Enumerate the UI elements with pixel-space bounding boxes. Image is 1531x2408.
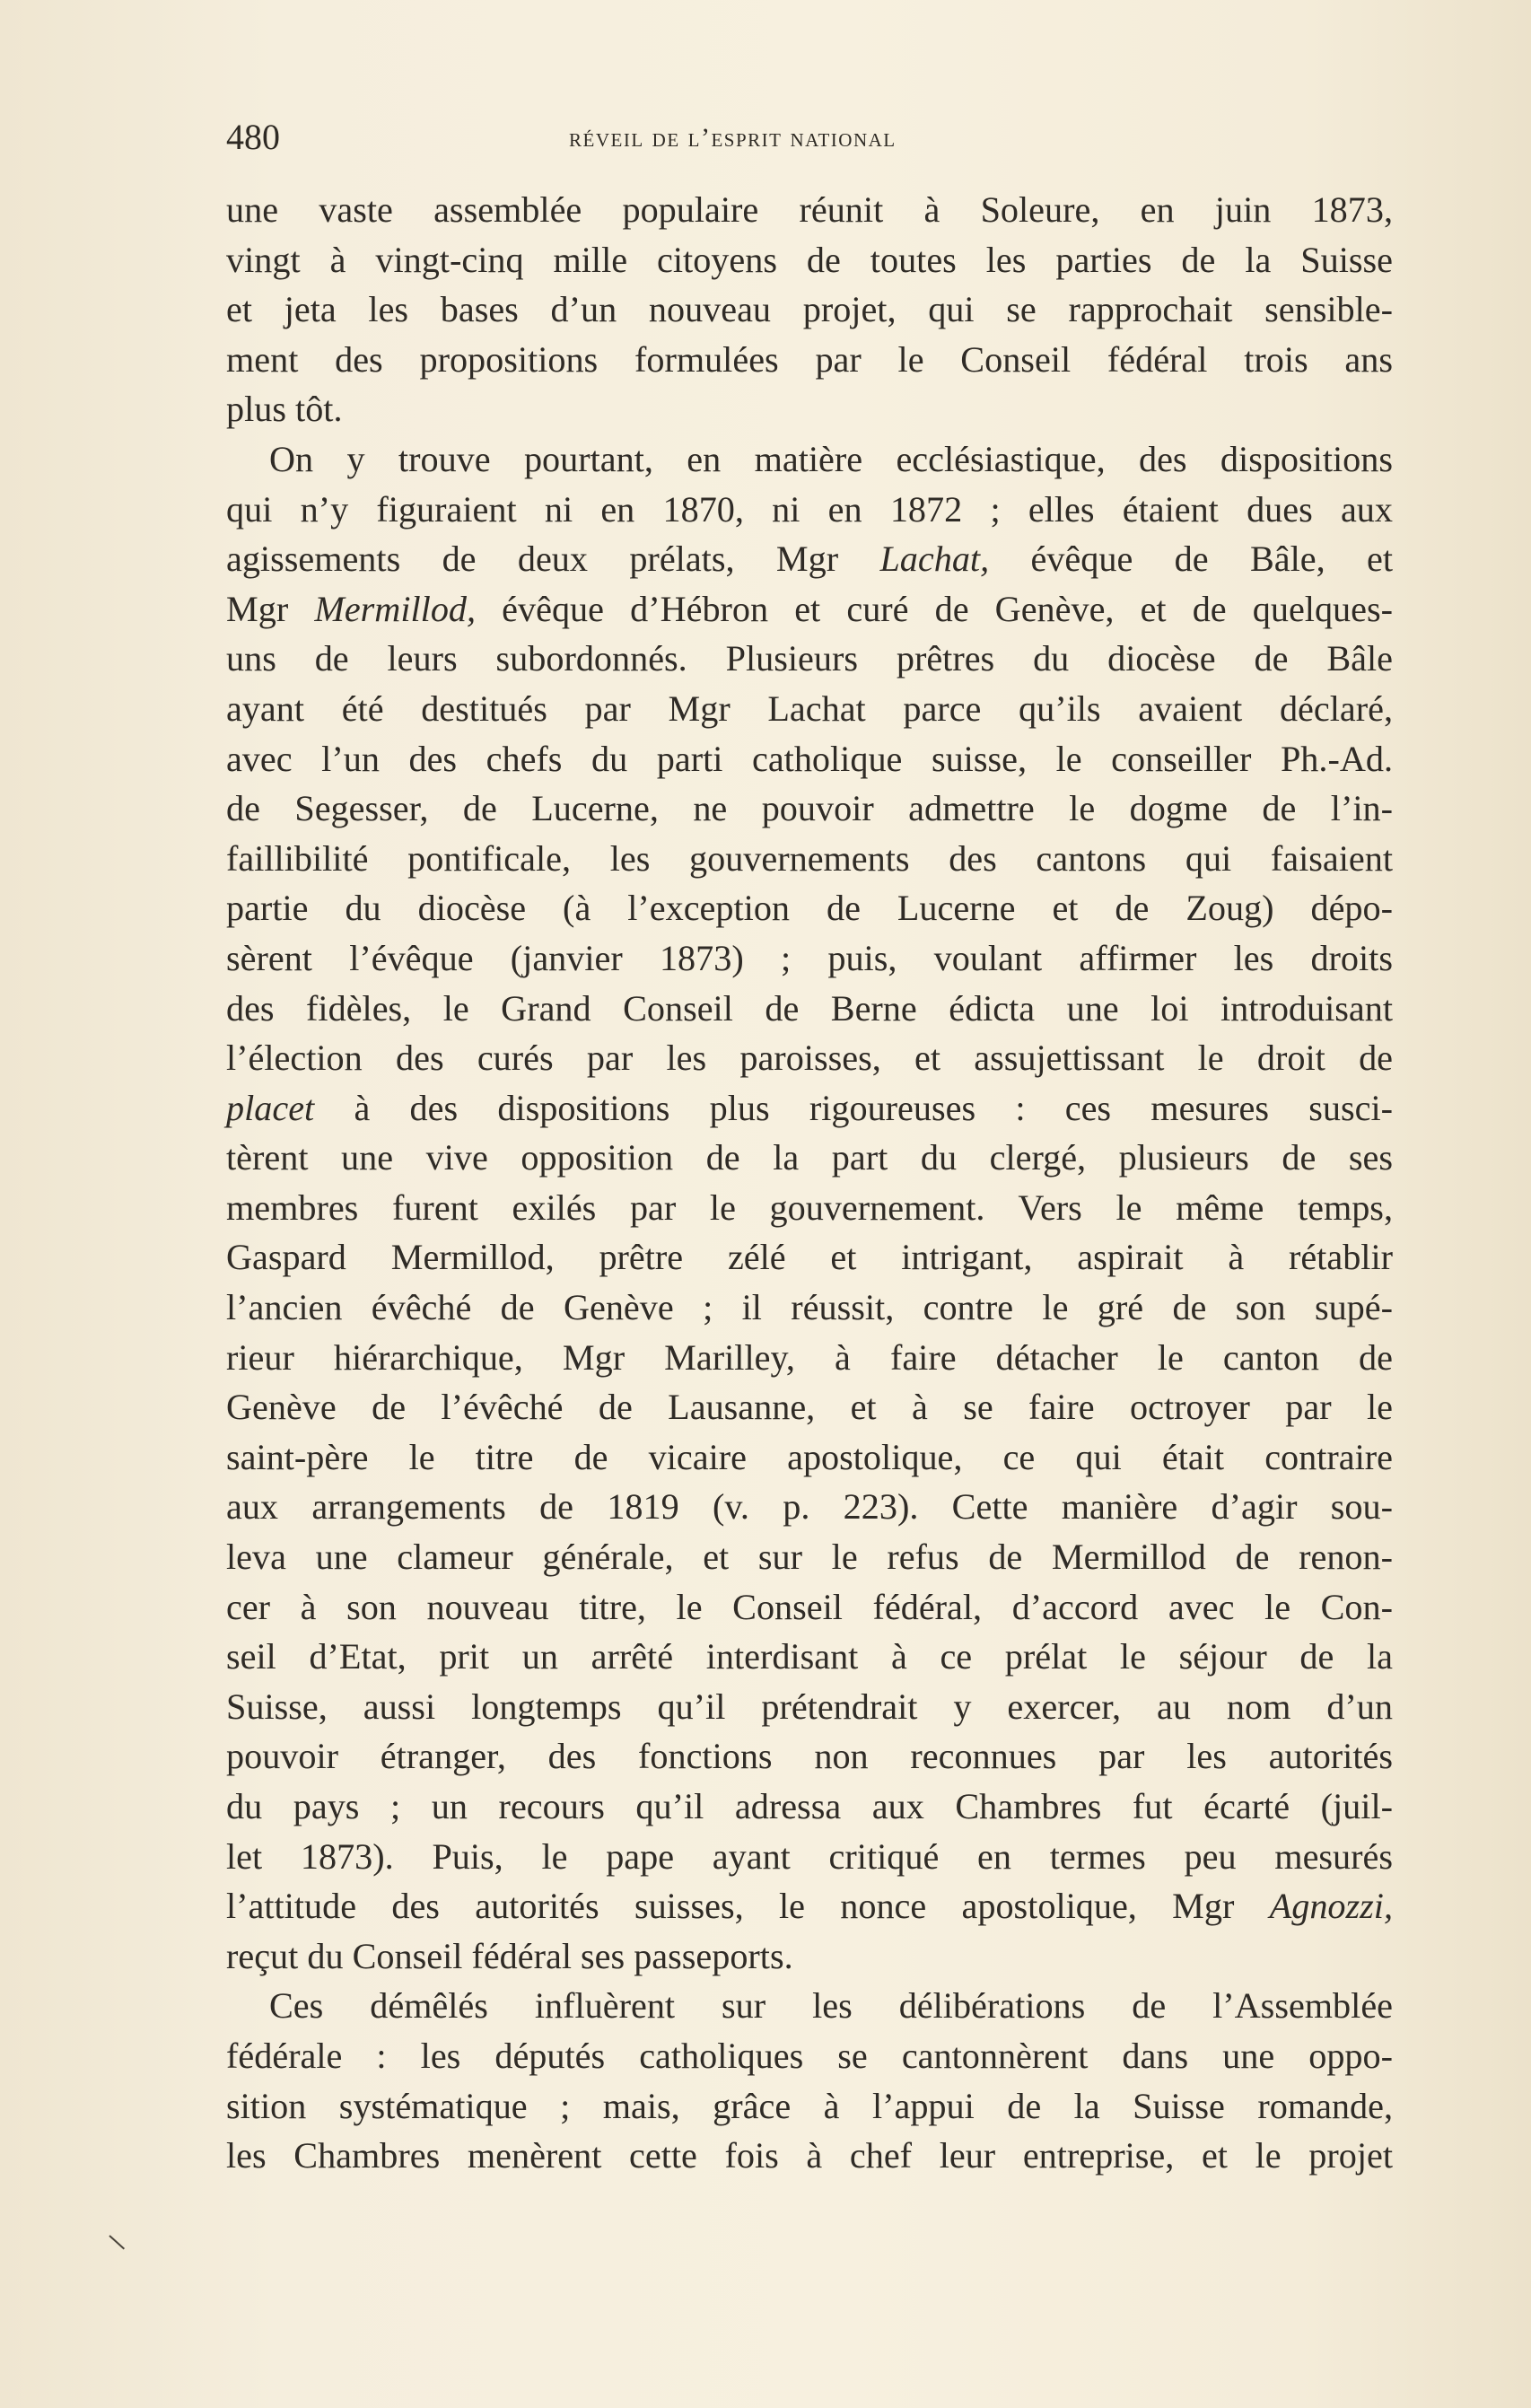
text-run: vingt à vingt-cinq mille citoyens de toutes les parties de la Suisse xyxy=(226,239,1393,280)
text-line xyxy=(226,1482,1393,1532)
text-line xyxy=(226,185,1393,235)
page-number: 480 xyxy=(226,117,280,157)
text-line xyxy=(226,1133,1393,1183)
text-line xyxy=(226,1432,1393,1483)
body-text xyxy=(226,185,1393,2181)
text-run: On y trouve pourtant, en matière ecclésiastique, des dispositions xyxy=(269,438,1393,479)
text-run: du pays ; un recours qu’il adressa aux Chambres fut écarté (juil- xyxy=(226,1786,1393,1826)
text-run: des fidèles, le Grand Conseil de Berne édicta une loi introduisant xyxy=(226,987,1393,1029)
page-header xyxy=(226,115,1393,160)
text-run: l’élection des curés par les paroisses, et assujettissant le droit de xyxy=(226,1038,1393,1079)
text-line xyxy=(226,634,1393,684)
text-line xyxy=(226,784,1393,834)
text-run: leva une clameur générale, et sur le refus de Mermillod de renon- xyxy=(226,1537,1393,1578)
text-run: Ces démêlés influèrent sur les délibérations de l’Assemblée xyxy=(269,1985,1393,2027)
text-line xyxy=(226,1283,1393,1333)
text-run: tèrent une vive opposition de la part du clergé, plusieurs de ses xyxy=(226,1137,1393,1178)
text-run: Gaspard Mermillod, prêtre zélé et intrigant, aspirait à rétablir xyxy=(226,1237,1393,1278)
text-run: ment des propositions formulées par le Conseil fédéral trois ans xyxy=(226,338,1393,380)
text-line xyxy=(226,1532,1393,1582)
text-line xyxy=(226,1632,1393,1682)
text-line xyxy=(226,1981,1393,2031)
text-run: évêque d’Hébron et curé de Genève, et de quelques- xyxy=(476,588,1393,629)
text-line xyxy=(226,335,1393,385)
text-run: uns de leurs subordonnés. Plusieurs prêtres du diocèse de Bâle xyxy=(226,638,1393,679)
text-line xyxy=(226,2081,1393,2132)
text-line xyxy=(226,1183,1393,1233)
stray-mark xyxy=(109,2235,125,2249)
text-line xyxy=(226,834,1393,884)
text-run: pouvoir étranger, des fonctions non reconnues par les autorités xyxy=(226,1736,1393,1777)
text-line xyxy=(226,1731,1393,1782)
italic-text: Lachat, xyxy=(879,539,990,580)
text-line xyxy=(226,434,1393,485)
text-run: les Chambres menèrent cette fois à chef leur entreprise, et le projet xyxy=(226,2135,1393,2176)
text-run: l’ancien évêché de Genève ; il réussit, contre le gré de son supé- xyxy=(226,1287,1393,1328)
text-run: rieur hiérarchique, Mgr Marilley, à faire détacher le canton de xyxy=(226,1336,1393,1378)
text-line xyxy=(226,883,1393,933)
text-run: agissements de deux prélats, Mgr xyxy=(226,539,880,580)
running-title: réveil de l’esprit national xyxy=(569,123,897,153)
text-line xyxy=(226,1881,1393,1931)
text-run: cer à son nouveau titre, le Conseil fédéral, d’accord avec le Con- xyxy=(226,1586,1393,1627)
italic-text: Agnozzi, xyxy=(1269,1886,1393,1927)
text-run: évêque de Bâle, et xyxy=(989,539,1394,580)
text-run: de Segesser, de Lucerne, ne pouvoir admettre le dogme de l’in- xyxy=(226,788,1393,829)
text-line xyxy=(226,1682,1393,1732)
text-run: partie du diocèse (à l’exception de Lucerne et de Zoug) dépo- xyxy=(226,888,1393,929)
text-line xyxy=(226,684,1393,734)
text-line xyxy=(226,2031,1393,2081)
italic-text: Mermillod, xyxy=(314,588,477,629)
text-line xyxy=(226,1582,1393,1633)
text-line xyxy=(226,1382,1393,1432)
text-line xyxy=(226,485,1393,535)
text-run: une vaste assemblée populaire réunit à Soleure, en juin 1873, xyxy=(226,189,1393,230)
text-line xyxy=(226,235,1393,285)
text-line xyxy=(226,285,1393,335)
text-line xyxy=(226,984,1393,1034)
text-run: à des dispositions plus rigoureuses : ces mesures susci- xyxy=(314,1087,1393,1128)
text-line xyxy=(226,1832,1393,1882)
text-run: Mgr xyxy=(226,588,315,629)
text-line xyxy=(226,1033,1393,1083)
text-line xyxy=(226,584,1393,635)
text-line xyxy=(226,1333,1393,1383)
text-run: avec l’un des chefs du parti catholique suisse, le conseiller Ph.-Ad. xyxy=(226,738,1393,779)
text-line xyxy=(226,2131,1393,2181)
text-line xyxy=(226,933,1393,984)
text-line xyxy=(226,534,1393,584)
text-run: ayant été destitués par Mgr Lachat parce qu’ils avaient déclaré, xyxy=(226,687,1393,729)
text-run: qui n’y figuraient ni en 1870, ni en 1872 ; elles étaient dues aux xyxy=(226,488,1393,530)
text-run: faillibilité pontificale, les gouvernements des cantons qui faisaient xyxy=(226,837,1393,879)
text-run: plus tôt. xyxy=(226,389,343,430)
text-line xyxy=(226,1931,1393,1982)
text-line xyxy=(226,1782,1393,1832)
text-run: Genève de l’évêché de Lausanne, et à se faire octroyer par le xyxy=(226,1387,1393,1428)
text-run: et jeta les bases d’un nouveau projet, qui se rapprochait sensible- xyxy=(226,289,1393,330)
text-run: fédérale : les députés catholiques se cantonnèrent dans une oppo- xyxy=(226,2035,1393,2076)
text-line xyxy=(226,1083,1393,1134)
italic-text: placet xyxy=(226,1087,315,1128)
text-run: Suisse, aussi longtemps qu’il prétendrait y exercer, au nom d’un xyxy=(226,1686,1393,1727)
text-run: let 1873). Puis, le pape ayant critiqué en termes peu mesurés xyxy=(226,1835,1393,1877)
text-run: aux arrangements de 1819 (v. p. 223). Cette manière d’agir sou- xyxy=(226,1486,1393,1528)
text-run: saint-père le titre de vicaire apostolique, ce qui était contraire xyxy=(226,1436,1393,1477)
text-run: seil d’Etat, prit un arrêté interdisant à ce prélat le séjour de la xyxy=(226,1636,1393,1677)
text-run: sèrent l’évêque (janvier 1873) ; puis, voulant affirmer les droits xyxy=(226,937,1393,978)
text-line xyxy=(226,1232,1393,1283)
text-line xyxy=(226,384,1393,434)
text-line xyxy=(226,734,1393,784)
text-run: sition systématique ; mais, grâce à l’appui de la Suisse romande, xyxy=(226,2085,1393,2126)
text-run: l’attitude des autorités suisses, le nonce apostolique, Mgr xyxy=(226,1886,1270,1927)
text-run: membres furent exilés par le gouvernement. Vers le même temps, xyxy=(226,1186,1393,1228)
text-run: reçut du Conseil fédéral ses passeports. xyxy=(226,1935,793,1976)
